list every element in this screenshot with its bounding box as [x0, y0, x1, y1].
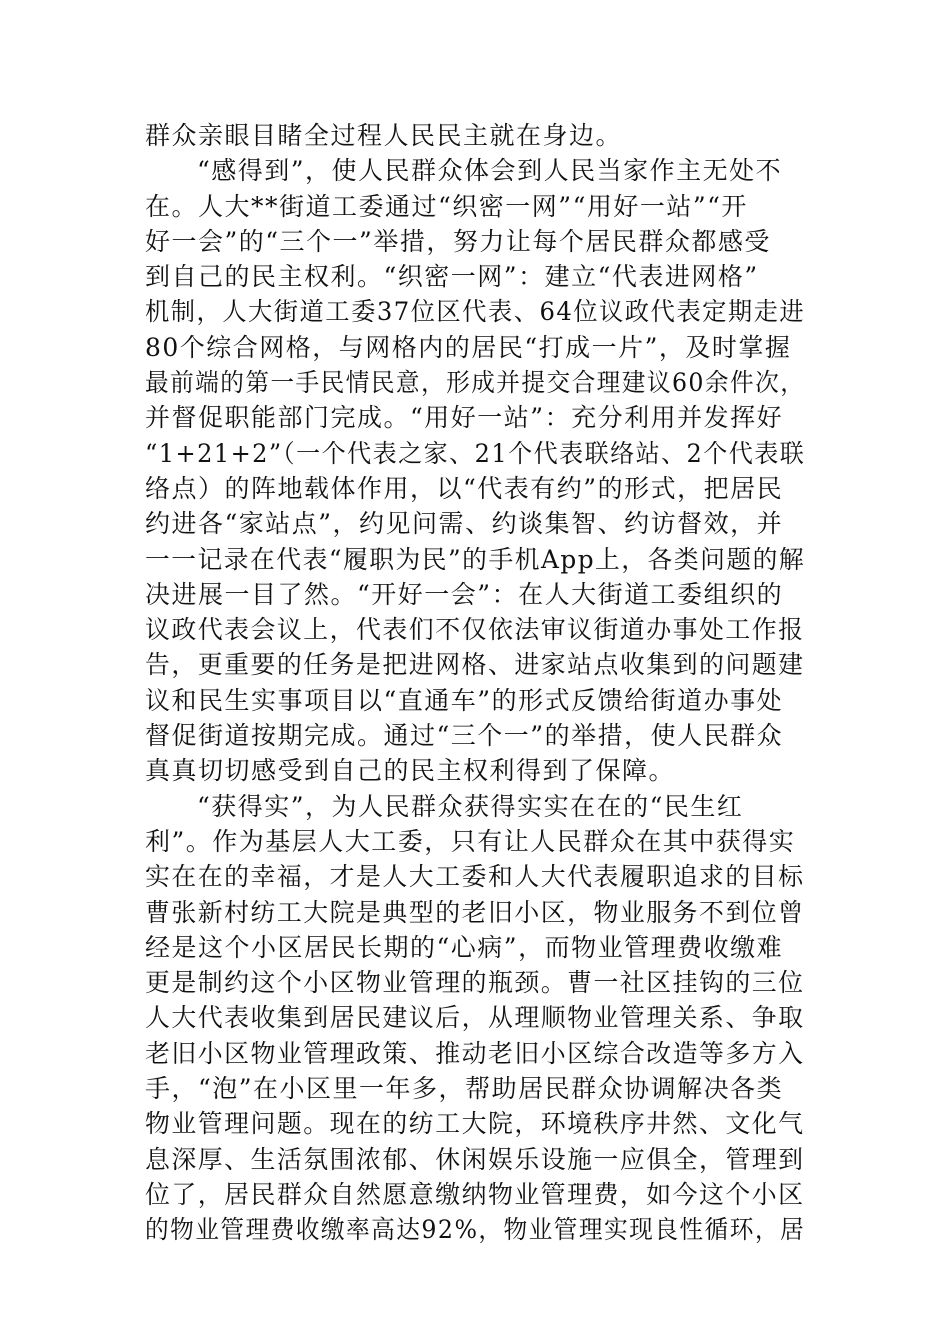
text-line: 更是制约这个小区物业管理的瓶颈。曹一社区挂钩的三位: [145, 968, 805, 998]
text-line: 议政代表会议上，代表们不仅依法审议街道办事处工作报: [145, 615, 805, 645]
document-body: [145, 118, 805, 1248]
text-line: 一一记录在代表“履职为民”的手机App上，各类问题的解: [145, 544, 806, 574]
text-line: 告，更重要的任务是把进网格、进家站点收集到的问题建: [145, 650, 805, 680]
text-line: 手，“泡”在小区里一年多，帮助居民群众协调解决各类: [145, 1074, 784, 1104]
text-line: 真真切切感受到自己的民主权利得到了保障。: [145, 756, 676, 786]
text-line: 到自己的民主权利。“织密一网”：建立“代表进网格”: [145, 262, 759, 292]
text-line: 并督促职能部门完成。“用好一站”：充分利用并发挥好: [145, 403, 784, 433]
paragraph-first-line: “获得实”，为人民群众获得实实在在的“民生红: [197, 791, 744, 821]
text-line: 机制，人大街道工委37位区代表、64位议政代表定期走进: [145, 297, 806, 327]
text-line: 在。人大**街道工委通过“织密一网”“用好一站”“开: [145, 191, 748, 221]
text-line: 位了，居民群众自然愿意缴纳物业管理费，如今这个小区: [145, 1179, 805, 1209]
text-line: 实在在的幸福，才是人大工委和人大代表履职追求的目标: [145, 862, 805, 892]
text-line: 督促街道按期完成。通过“三个一”的举措，使人民群众: [145, 721, 784, 751]
text-line: “1+21+2”（一个代表之家、21个代表联络站、2个代表联: [145, 438, 806, 468]
text-line: 议和民生实事项目以“直通车”的形式反馈给街道办事处: [145, 685, 784, 715]
text-line: 老旧小区物业管理政策、推动老旧小区综合改造等多方入: [145, 1038, 805, 1068]
text-line: 最前端的第一手民情民意，形成并提交合理建议60余件次，: [145, 368, 806, 398]
text-line: 80个综合网格，与网格内的居民“打成一片”，及时掌握: [145, 332, 792, 362]
text-line: 决进展一目了然。“开好一会”：在人大街道工委组织的: [145, 579, 784, 609]
paragraph-first-line: “感得到”，使人民群众体会到人民当家作主无处不: [197, 156, 783, 186]
text-line: 人大代表收集到居民建议后，从理顺物业管理关系、争取: [145, 1003, 805, 1033]
text-line: 利”。作为基层人大工委，只有让人民群众在其中获得实: [145, 826, 796, 856]
text-line: 曹张新村纺工大院是典型的老旧小区，物业服务不到位曾: [145, 897, 805, 927]
text-line: 约进各“家站点”，约见问需、约谈集智、约访督效，并: [145, 509, 784, 539]
text-line: 络点）的阵地载体作用，以“代表有约”的形式，把居民: [145, 473, 784, 503]
text-line: 的物业管理费收缴率高达92%，物业管理实现良性循环，居: [145, 1215, 806, 1245]
text-line: 物业管理问题。现在的纺工大院，环境秩序井然、文化气: [145, 1109, 805, 1139]
text-line: 好一会”的“三个一”举措，努力让每个居民群众都感受: [145, 226, 771, 256]
text-line: 息深厚、生活氛围浓郁、休闲娱乐设施一应俱全，管理到: [145, 1144, 805, 1174]
text-line: 经是这个小区居民长期的“心病”，而物业管理费收缴难: [145, 932, 784, 962]
text-line: 群众亲眼目睹全过程人民民主就在身边。: [145, 121, 623, 150]
